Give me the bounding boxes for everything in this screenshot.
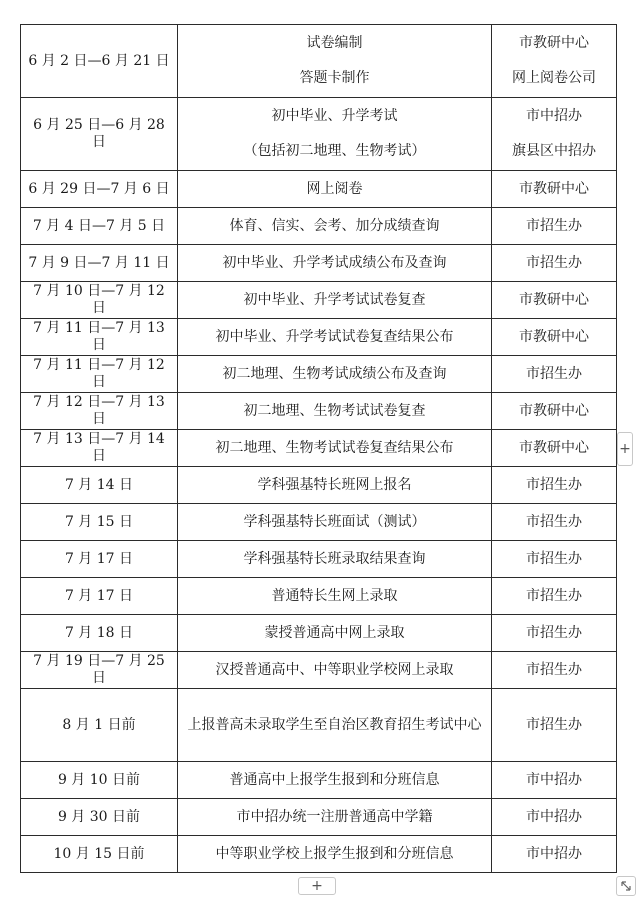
date-cell: 6 月 29 日—7 月 6 日	[21, 171, 178, 208]
task-cell: 汉授普通高中、中等职业学校网上录取	[178, 652, 492, 689]
unit-cell: 市中招办	[492, 762, 617, 799]
date-cell: 7 月 11 日—7 月 13 日	[21, 319, 178, 356]
task-line: 初中毕业、升学考试	[271, 108, 398, 125]
task-cell: 蒙授普通高中网上录取	[178, 615, 492, 652]
unit-cell: 市招生办	[492, 652, 617, 689]
table-row	[21, 504, 617, 541]
task-cell: 市中招办统一注册普通高中学籍	[178, 799, 492, 836]
table-row	[21, 208, 617, 245]
date-cell: 7 月 17 日	[21, 578, 178, 615]
task-line: 答题卡制作	[299, 70, 370, 86]
unit-cell: 市招生办	[492, 504, 617, 541]
date-cell: 6 月 25 日—6 月 28 日	[21, 98, 178, 171]
task-cell	[178, 25, 492, 98]
unit-cell: 市招生办	[492, 208, 617, 245]
table-row	[21, 467, 617, 504]
resize-diagonal-icon[interactable]	[616, 876, 636, 896]
date-cell: 9 月 30 日前	[21, 799, 178, 836]
unit-cell: 市招生办	[492, 356, 617, 393]
unit-line: 市教研中心	[519, 35, 589, 52]
schedule-table	[20, 24, 617, 873]
table-row	[21, 689, 617, 762]
task-cell: 普通高中上报学生报到和分班信息	[178, 762, 492, 799]
unit-cell: 市招生办	[492, 245, 617, 282]
task-line: （包括初二地理、生物考试）	[243, 143, 426, 159]
date-cell: 7 月 13 日—7 月 14 日	[21, 430, 178, 467]
table-row	[21, 541, 617, 578]
date-cell: 7 月 18 日	[21, 615, 178, 652]
task-cell: 体育、信实、会考、加分成绩查询	[178, 208, 492, 245]
task-cell: 初中毕业、升学考试试卷复查	[178, 282, 492, 319]
task-cell: 学科强基特长班录取结果查询	[178, 541, 492, 578]
task-cell: 普通特长生网上录取	[178, 578, 492, 615]
task-cell: 中等职业学校上报学生报到和分班信息	[178, 836, 492, 873]
unit-cell: 市教研中心	[492, 393, 617, 430]
plus-icon: +	[311, 878, 323, 894]
table-row	[21, 282, 617, 319]
unit-cell: 市中招办	[492, 836, 617, 873]
task-cell: 网上阅卷	[178, 171, 492, 208]
table-row	[21, 652, 617, 689]
unit-cell: 市教研中心	[492, 430, 617, 467]
task-cell	[178, 98, 492, 171]
unit-line: 旗县区中招办	[512, 143, 596, 159]
date-cell: 7 月 10 日—7 月 12 日	[21, 282, 178, 319]
unit-cell: 市招生办	[492, 541, 617, 578]
unit-cell	[492, 98, 617, 171]
date-cell: 6 月 2 日—6 月 21 日	[21, 25, 178, 98]
table-row	[21, 356, 617, 393]
date-cell: 7 月 15 日	[21, 504, 178, 541]
task-cell: 学科强基特长班网上报名	[178, 467, 492, 504]
add-row-button[interactable]	[298, 877, 336, 895]
table-row	[21, 836, 617, 873]
date-cell: 7 月 14 日	[21, 467, 178, 504]
unit-cell: 市教研中心	[492, 171, 617, 208]
task-cell: 初二地理、生物考试试卷复查	[178, 393, 492, 430]
unit-cell: 市中招办	[492, 799, 617, 836]
task-text: 上报普高未录取学生至自治区教育招生考试中心	[187, 717, 482, 733]
task-cell: 初中毕业、升学考试成绩公布及查询	[178, 245, 492, 282]
table-row	[21, 319, 617, 356]
date-cell: 7 月 12 日—7 月 13 日	[21, 393, 178, 430]
table-row	[21, 762, 617, 799]
task-cell	[178, 689, 492, 762]
table-row	[21, 98, 617, 171]
table-row	[21, 393, 617, 430]
unit-cell: 市教研中心	[492, 282, 617, 319]
task-cell: 初中毕业、升学考试试卷复查结果公布	[178, 319, 492, 356]
date-cell: 7 月 4 日—7 月 5 日	[21, 208, 178, 245]
table-row	[21, 615, 617, 652]
plus-icon: +	[619, 441, 631, 457]
date-cell: 7 月 9 日—7 月 11 日	[21, 245, 178, 282]
date-cell: 10 月 15 日前	[21, 836, 178, 873]
date-cell: 7 月 19 日—7 月 25 日	[21, 652, 178, 689]
task-cell: 初二地理、生物考试成绩公布及查询	[178, 356, 492, 393]
unit-cell	[492, 25, 617, 98]
unit-cell: 市招生办	[492, 689, 617, 762]
unit-cell: 市招生办	[492, 615, 617, 652]
date-cell: 9 月 10 日前	[21, 762, 178, 799]
table-row	[21, 245, 617, 282]
add-column-button[interactable]	[617, 432, 633, 466]
task-cell: 初二地理、生物考试试卷复查结果公布	[178, 430, 492, 467]
table-row	[21, 430, 617, 467]
unit-cell: 市招生办	[492, 578, 617, 615]
table-row	[21, 799, 617, 836]
table-row	[21, 171, 617, 208]
table-row	[21, 25, 617, 98]
date-cell: 7 月 11 日—7 月 12 日	[21, 356, 178, 393]
task-cell: 学科强基特长班面试（测试）	[178, 504, 492, 541]
task-line: 试卷编制	[306, 35, 363, 52]
unit-cell: 市教研中心	[492, 319, 617, 356]
unit-line: 网上阅卷公司	[512, 70, 596, 86]
date-cell: 8 月 1 日前	[21, 689, 178, 762]
date-cell: 7 月 17 日	[21, 541, 178, 578]
unit-line: 市中招办	[526, 108, 582, 125]
unit-cell: 市招生办	[492, 467, 617, 504]
table-row	[21, 578, 617, 615]
